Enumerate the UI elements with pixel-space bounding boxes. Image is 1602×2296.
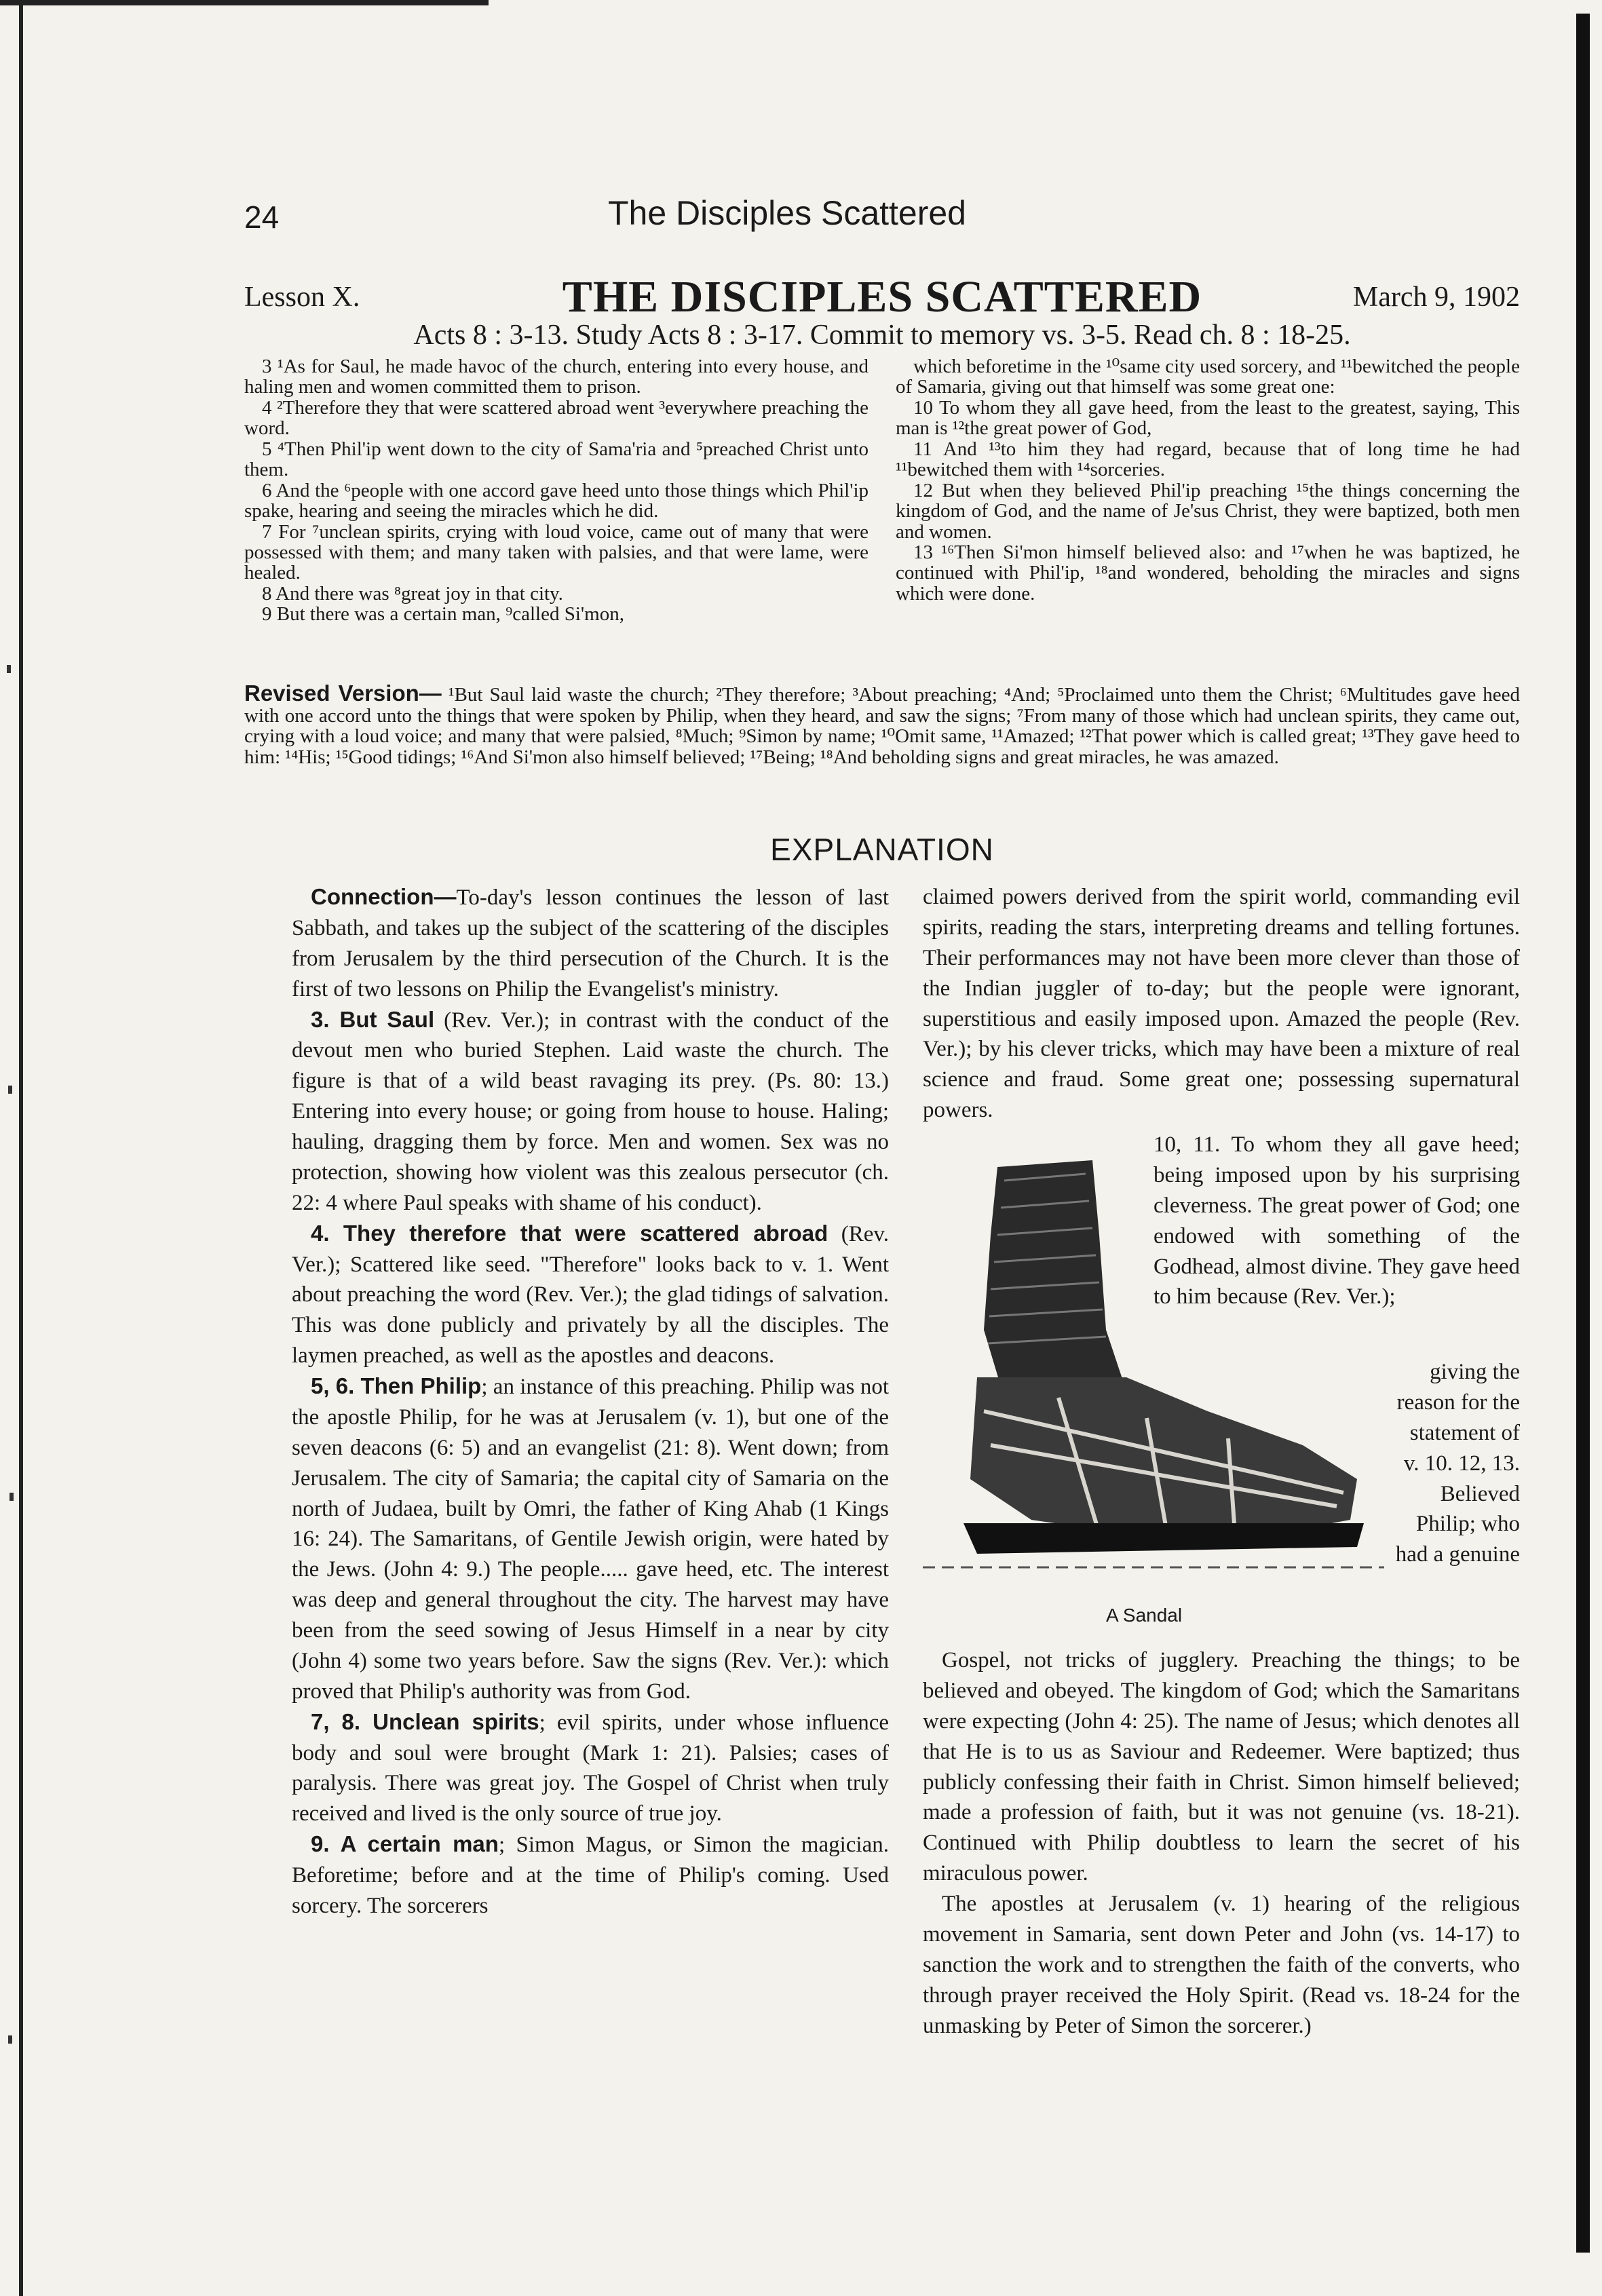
scripture-verse: 11 And ¹³to him they had regard, because that of long time he had ¹¹bewitched them with ¹⁴sorceries. — [896, 438, 1520, 481]
paragraph-text: ; evil spirits, under whose influence body and soul were brought (Mark 1: 21). Palsies; cases of paralysis. There was great joy. The Gospel of Christ when truly received and lived is the only source of true joy. — [292, 1710, 889, 1826]
explanation-paragraph: The apostles at Jerusalem (v. 1) hearing of the religious movement in Samaria, sent down Peter and John (vs. 14-17) to sanction the work and to strengthen the faith of the converts, who through prayer received the Holy Spirit. (Read vs. 18-24 for the unmasking by Peter of Simon the sorcerer.) — [923, 1892, 1520, 2038]
explanation-paragraph: giving the reason for the statement of v. 10. 12, 13. Believed Philip; who had a genuine — [1395, 1360, 1520, 1567]
revised-version-label: Revised Version— — [244, 681, 442, 706]
scripture-verse: 4 ²Therefore they that were scattered abroad went ³everywhere preaching the word. — [244, 396, 869, 440]
explanation-paragraph — [292, 1707, 889, 1830]
explanation-right-narrow — [1391, 1357, 1520, 1570]
paragraph-text: (Rev. Ver.); Scattered like seed. "Therefore" looks back to v. 1. Went about preaching the word (Rev. Ver.); the glad tidings of salvation. This was done publicly and privately by all the disciples. The laymen preached, as well as the apostles and deacons. — [292, 1221, 889, 1369]
running-head — [244, 193, 1330, 241]
paragraph-text: To-day's lesson continues the lesson of last Sabbath, and takes up the subject of the scattering of the disciples from Jerusalem by the third persecution of the Church. It is the first of two lessons on Philip the Evangelist's ministry. — [292, 885, 889, 1001]
paragraph-text: ; Simon Magus, or Simon the magician. Beforetime; before and at the time of Philip's coming. Used sorcery. The sorcerers — [292, 1833, 889, 1918]
lesson-date: March 9, 1902 — [1352, 282, 1520, 313]
scan-edge-right — [1576, 14, 1590, 2253]
figure-caption: A Sandal — [1106, 1605, 1183, 1626]
scripture-verse: 12 But when they believed Phil'ip preaching ¹⁵the things concerning the kingdom of God, and the name of Je'sus Christ, they were baptized, both men and women. — [896, 479, 1520, 543]
explanation-paragraph — [292, 882, 889, 1005]
explanation-paragraph — [292, 1219, 889, 1371]
scripture-left-column — [244, 356, 869, 625]
lesson-title: THE DISCIPLES SCATTERED — [562, 272, 1202, 322]
explanation-paragraph — [292, 1005, 889, 1219]
scripture-verse: 5 ⁴Then Phil'ip went down to the city of Sama'ria and ⁵preached Christ unto them. — [244, 438, 869, 481]
lesson-references: Acts 8 : 3-13. Study Acts 8 : 3-17. Commit to memory vs. 3-5. Read ch. 8 : 18-25. — [413, 320, 1351, 351]
paragraph-lead: 4. They therefore that were scattered abroad — [311, 1220, 828, 1246]
scripture-verse: 6 And the ⁶people with one accord gave heed unto those things which Phil'ip spake, hearing and seeing the miracles which he did. — [244, 479, 869, 522]
paragraph-text: ; an instance of this preaching. Philip was not the apostle Philip, for he was at Jerusalem (v. 1), but one of the seven deacons (6: 5) and an evangelist (21: 8). Went down; from Jerusalem. The city of Samaria; the capital city of Samaria on the north of Judaea, built by Omri, the father of King Ahab (1 Kings 16: 24). The Samaritans, of Gentile Jewish origin, were hated by the Jews. (John 4: 9.) The people..... gave heed, etc. The interest was deep and general throughout the city. The harvest may have been from the seed sowing of Jesus Himself in a near by city (John 4) some two years before. Saw the signs (Rev. Ver.): which proved that Philip's authority was from God. — [292, 1375, 889, 1704]
explanation-paragraph: claimed powers derived from the spirit world, commanding evil spirits, reading the stars, interpreting dreams and telling fortunes. Their performances may not have been more clever than those of the Indian juggler of to-day; but the people were ignorant, superstitious and easily imposed upon. Amazed the people (Rev. Ver.); by his clever tricks, which may have been a mixture of real science and fraud. Some great one; possessing supernatural powers. — [923, 885, 1520, 1123]
paragraph-lead: 3. But Saul — [311, 1006, 435, 1032]
explanation-right-top — [923, 882, 1520, 1126]
paragraph-lead: 5, 6. Then Philip — [311, 1373, 482, 1398]
explanation-left-column — [292, 882, 889, 1921]
paragraph-lead: Connection— — [311, 884, 457, 909]
scripture-verse: 9 But there was a certain man, ⁹called Si'mon, — [262, 603, 624, 626]
scripture-verse: which beforetime in the ¹⁰same city used sorcery, and ¹¹bewitched the people of Samaria, giving out that himself was some great one: — [896, 356, 1520, 398]
scripture-verse: 3 ¹As for Saul, he made havoc of the church, entering into every house, and haling men and women committed them to prison. — [244, 356, 869, 398]
scripture-verse: 10 To whom they all gave heed, from the least to the greatest, saying, This man is ¹²the great power of God, — [896, 396, 1520, 440]
scan-speck — [8, 1086, 12, 1094]
running-title: The Disciples Scattered — [607, 194, 966, 232]
scripture-verse: 8 And there was ⁸great joy in that city. — [262, 582, 563, 605]
lesson-number: Lesson X. — [244, 282, 360, 313]
scan-edge-top — [0, 0, 489, 5]
paragraph-lead: 9. A certain man — [311, 1831, 499, 1857]
paragraph-text: (Rev. Ver.); in contrast with the conduct of the devout men who buried Stephen. Laid waste the church. The figure is that of a wild beast ravaging its prey. (Ps. 80: 13.) Entering into every house; or going from house to house. Haling; hauling, dragging them by force. Men and women. Sex was no protection, showing how violent was this zealous persecutor (ch. 22: 4 where Paul speaks with shame of his conduct). — [292, 1008, 889, 1215]
paragraph-lead: 7, 8. Unclean spirits — [311, 1708, 539, 1734]
page-number: 24 — [244, 199, 280, 235]
revised-version-notes — [244, 682, 1520, 767]
revised-version-text: ¹But Saul laid waste the church; ²They therefore; ³About preaching; ⁴And; ⁵Proclaimed unto them the Christ; ⁶Multitudes gave heed with one accord unto the things that were spoken by Philip, when they heard, and saw the signs; ⁷From many of those which had unclean spirits, they came out, crying with a loud voice; and many that were palsied, ⁸Much; ⁹Simon by name; ¹⁰Omit same, ¹¹Amazed; ¹²That power which is called great; ¹³They gave heed to him: ¹⁴His; ¹⁵Good tidings; ¹⁶And Si'mon also himself believed; ¹⁷Being; ¹⁸And beholding signs and great miracles, he was amazed. — [244, 684, 1521, 768]
scan-speck — [9, 1493, 14, 1501]
scan-edge-left — [19, 0, 23, 2296]
explanation-paragraph: Gospel, not tricks of jugglery. Preaching the things; to be believed and obeyed. The kingdom of God; which the Samaritans were expecting (John 4: 25). The name of Jesus; which denotes all that He is to us as Saviour and Redeemer. Were baptized; thus publicly confessing their faith in Christ. Simon himself believed; made a profession of faith, but it was not genuine (vs. 18-21). Continued with Philip doubtless to learn the secret of his miraculous power. — [923, 1648, 1520, 1886]
explanation-paragraph: 10, 11. To whom they all gave heed; being imposed upon by his surprising cleverness. The great power of God; one endowed with something of the Godhead, almost divine. They gave heed to him because (Rev. Ver.); — [1153, 1132, 1520, 1309]
scripture-right-column — [896, 356, 1520, 604]
explanation-right-bottom — [923, 1645, 1520, 2041]
sandal-illustration — [923, 1153, 1384, 1588]
scan-speck — [8, 2035, 12, 2044]
explanation-paragraph — [292, 1371, 889, 1707]
explanation-heading: EXPLANATION — [770, 832, 994, 867]
scripture-verse: 13 ¹⁶Then Si'mon himself believed also: and ¹⁷when he was baptized, he continued with Phil'ip, ¹⁸and wondered, beholding the miracles and signs which were done. — [896, 541, 1520, 605]
sandal-sole — [964, 1523, 1364, 1554]
explanation-paragraph — [292, 1829, 889, 1921]
scripture-verse: 7 For ⁷unclean spirits, crying with loud voice, came out of many that were possessed with them; and many taken with palsies, and that were lame, were healed. — [244, 520, 869, 584]
lesson-header — [244, 271, 1520, 326]
scan-speck — [7, 665, 11, 673]
